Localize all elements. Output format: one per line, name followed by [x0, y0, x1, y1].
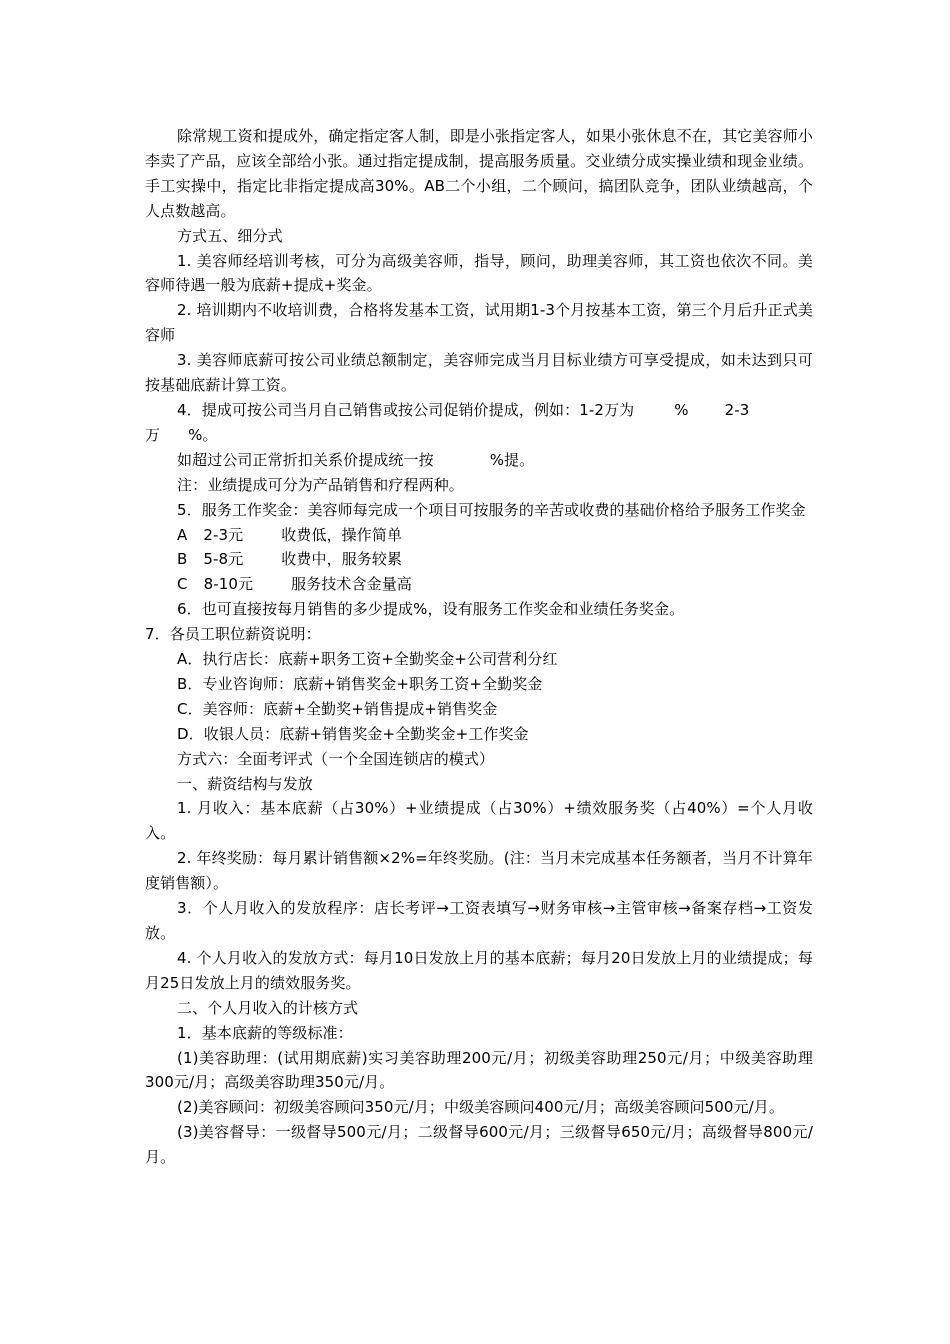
- item-method5-4: [145, 398, 813, 423]
- heading-method-six: 方式六：全面考评式（一个全国连锁店的模式）: [177, 749, 495, 768]
- item-method5-2: 2. 培训期内不收培训费，合格将发基本工资，试用期1-3个月按基本工资，第三个月后升正式美容师: [145, 301, 813, 345]
- bonus-tier-a-desc: 收费低，操作简单: [281, 525, 403, 544]
- salary-cashier: D．收银人员：底薪+销售奖金+全勤奖金+工作奖金: [177, 724, 529, 743]
- item-method5-5: 5．服务工作奖金：美容师每完成一个项目可按服务的辛苦或收费的基础价格给予服务工作奖金: [177, 500, 806, 519]
- bonus-tier-a: [145, 523, 813, 548]
- bonus-tier-c-label: C: [177, 575, 188, 594]
- item-discount-rule-text: 如超过公司正常折扣关系价提成统一按: [177, 450, 434, 469]
- item-method5-6: 6．也可直接按每月销售的多少提成%，设有服务工作奖金和业绩任务奖金。: [177, 600, 685, 619]
- level-beauty-consultant: (2)美容顾问：初级美容顾问350元/月；中级美容顾问400元/月；高级美容顾问500元/月。: [177, 1098, 785, 1117]
- item-monthly-income: 1. 月收入：基本底薪（占30%）+业绩提成（占30%）+绩效服务奖（占40%）=个人月收入。: [145, 799, 813, 843]
- item-discount-rule-percent: %提。: [489, 450, 535, 469]
- item-method5-4-cont: [145, 423, 813, 448]
- item-payment-procedure: 3．个人月收入的发放程序：店长考评→工资表填写→财务审核→主管审核→备案存档→工资发放。: [145, 899, 813, 942]
- heading-salary-structure: 一、薪资结构与发放: [177, 774, 313, 793]
- bonus-tier-b-label: B: [177, 550, 188, 569]
- item-method5-4-range: 2-3: [724, 400, 750, 419]
- heading-income-calculation: 二、个人月收入的计核方式: [177, 998, 359, 1017]
- heading-method-five: 方式五、细分式: [177, 226, 283, 245]
- item-method5-4-percent: %: [674, 400, 689, 419]
- heading-position-salary: 7．各员工职位薪资说明：: [145, 625, 321, 644]
- level-beauty-assistant: (1)美容助理：(试用期底薪)实习美容助理200元/月；初级美容助理250元/月；中级美容助理300元/月；高级美容助理350元/月。: [145, 1048, 813, 1092]
- item-method5-3: 3. 美容师底薪可按公司业绩总额制定，美容师完成当月目标业绩方可享受提成，如未达到只可按基础底薪计算工资。: [145, 351, 813, 395]
- item-method5-4-wan: 万: [145, 425, 161, 444]
- bonus-tier-c-desc: 服务技术含金量高: [291, 575, 412, 594]
- bonus-tier-a-amount: 2-3元: [203, 525, 244, 544]
- bonus-tier-c-amount: 8-10元: [203, 575, 254, 594]
- bonus-tier-b-desc: 收费中，服务较累: [281, 550, 403, 569]
- item-method5-4-text: 4．提成可按公司当月自己销售或按公司促销价提成，例如：1-2万为: [177, 400, 635, 419]
- bonus-tier-b: [145, 547, 813, 572]
- bonus-tier-b-amount: 5-8元: [203, 550, 244, 569]
- item-method5-1: 1. 美容师经培训考核，可分为高级美容师，指导，顾问，助理美容师，其工资也依次不同。美容师待遇一般为底薪+提成+奖金。: [145, 251, 813, 295]
- item-method5-4-percent-end: %。: [188, 425, 218, 444]
- document-body: [145, 124, 813, 1170]
- bonus-tier-c: [145, 572, 813, 597]
- item-payment-method: 4. 个人月收入的发放方式：每月10日发放上月的基本底薪；每月20日发放上月的业绩提成；每月25日发放上月的绩效服务奖。: [145, 948, 813, 992]
- salary-consultant: B．专业咨询师：底薪+销售奖金+职务工资+全勤奖金: [177, 674, 543, 693]
- item-discount-rule: [145, 448, 813, 473]
- paragraph-designated-client: 除常规工资和提成外，确定指定客人制，即是小张指定客人，如果小张休息不在，其它美容师小李卖了产品，应该全部给小张。通过指定提成制，提高服务质量。交业绩分成实操业绩和现金业绩。手工实操中，指定比非指定提成高30%。AB二个小组，二个顾问，搞团队竞争，团队业绩越高，个人点数越高。: [145, 127, 813, 220]
- note-commission-types: 注：业绩提成可分为产品销售和疗程两种。: [177, 475, 464, 494]
- salary-store-manager: A．执行店长：底薪+职务工资+全勤奖金+公司营利分红: [177, 650, 558, 669]
- salary-beautician: C．美容师：底薪+全勤奖+销售提成+销售奖金: [177, 699, 498, 718]
- item-base-salary-levels: 1．基本底薪的等级标准：: [177, 1023, 353, 1042]
- bonus-tier-a-label: A: [177, 525, 188, 544]
- item-annual-bonus: 2. 年终奖励：每月累计销售额×2%=年终奖励。(注：当月未完成基本任务额者，当月不计算年度销售额）。: [145, 849, 813, 893]
- level-beauty-supervisor: (3)美容督导：一级督导500元/月；二级督导600元/月；三级督导650元/月；高级督导800元/月。: [145, 1123, 813, 1167]
